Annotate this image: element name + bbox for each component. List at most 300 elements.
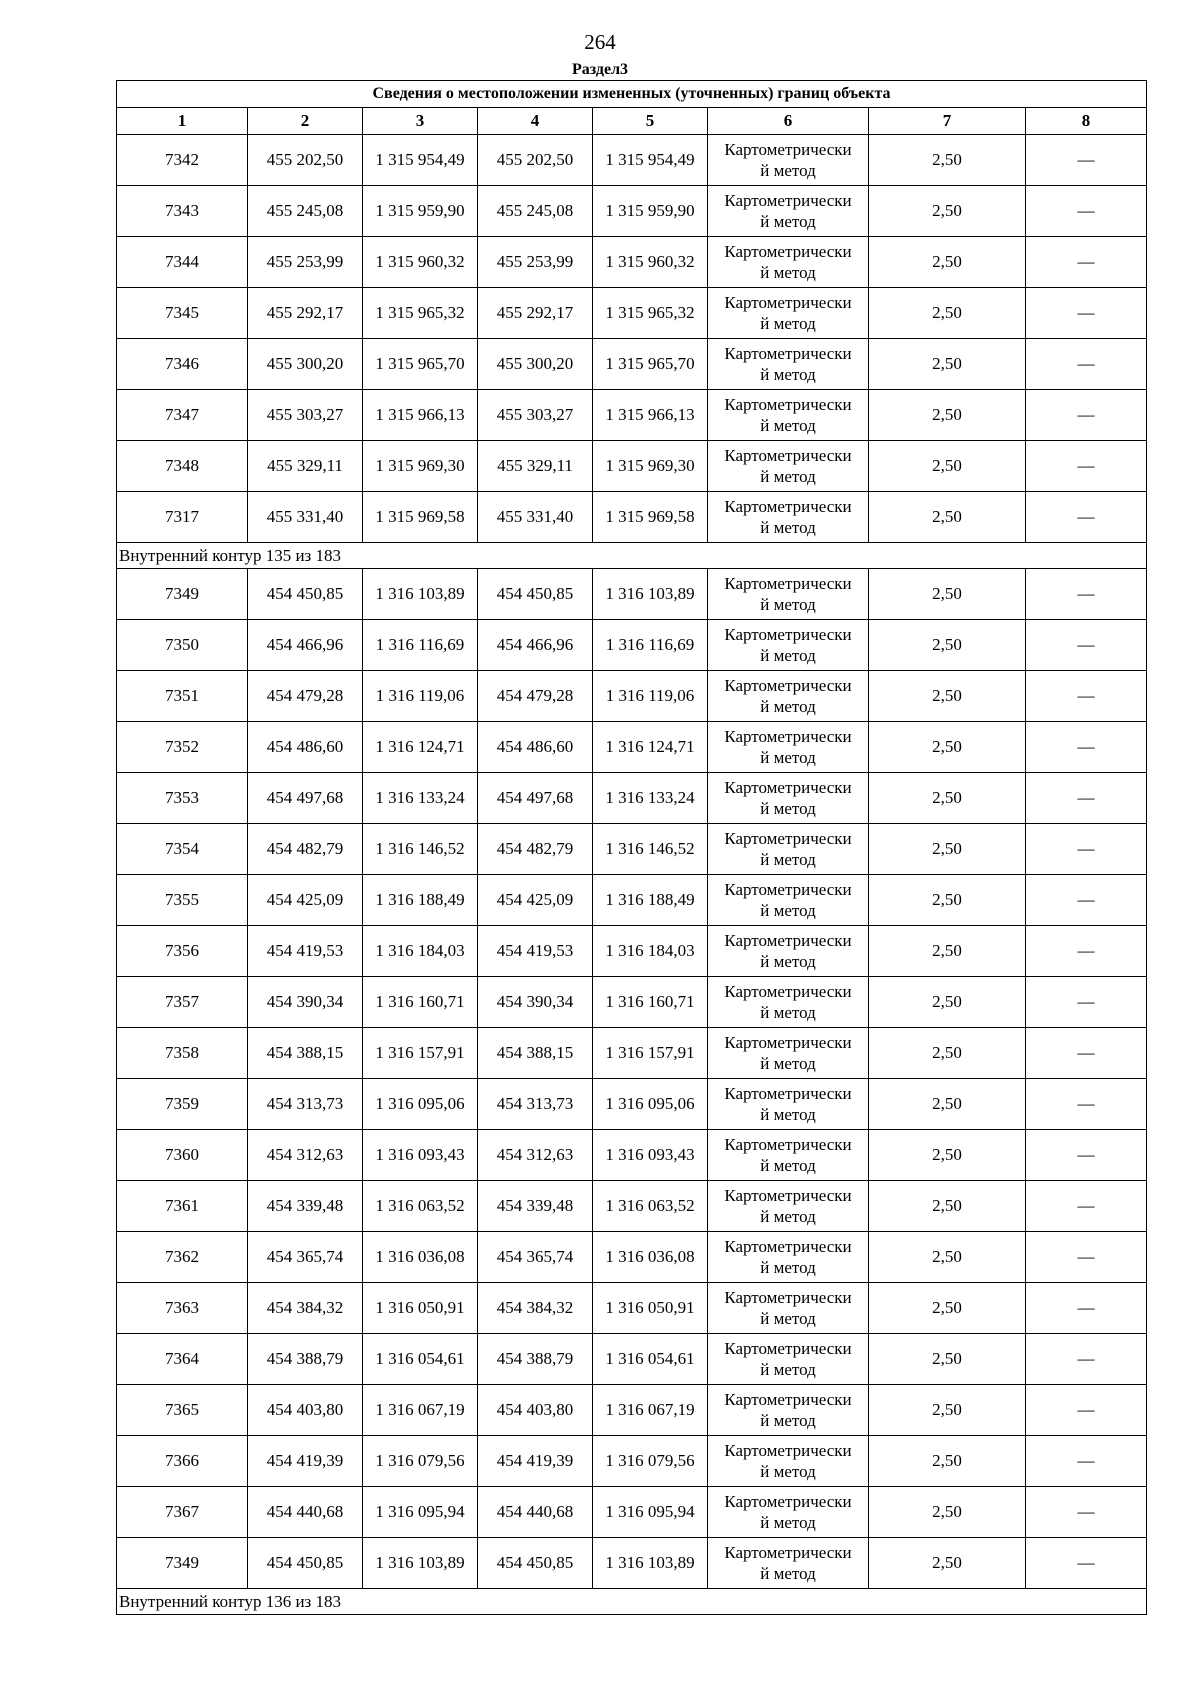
table-row bbox=[117, 1232, 1147, 1283]
x-old-cell: 454 365,74 bbox=[248, 1232, 363, 1283]
table-row bbox=[117, 441, 1147, 492]
y-new-cell: 1 315 954,49 bbox=[593, 135, 708, 186]
accuracy-cell: 2,50 bbox=[869, 1283, 1026, 1334]
contour-label: Внутренний контур 136 из 183 bbox=[117, 1589, 1147, 1615]
point-number-cell: 7352 bbox=[117, 722, 248, 773]
method-text-line2: й метод bbox=[760, 646, 816, 665]
point-number-cell: 7362 bbox=[117, 1232, 248, 1283]
method-text-line1: Картометрически bbox=[724, 293, 852, 312]
method-text-line1: Картометрически bbox=[724, 1390, 852, 1409]
method-text-line1: Картометрически bbox=[724, 1033, 852, 1052]
y-new-cell: 1 316 103,89 bbox=[593, 1538, 708, 1589]
contour-row bbox=[117, 1589, 1147, 1615]
table-row bbox=[117, 1538, 1147, 1589]
table-row bbox=[117, 1385, 1147, 1436]
point-number-cell: 7342 bbox=[117, 135, 248, 186]
method-cell bbox=[708, 569, 869, 620]
x-old-cell: 454 312,63 bbox=[248, 1130, 363, 1181]
x-new-cell: 455 245,08 bbox=[478, 186, 593, 237]
method-cell bbox=[708, 1334, 869, 1385]
method-text-line1: Картометрически bbox=[724, 1543, 852, 1562]
description-cell: — bbox=[1026, 1181, 1147, 1232]
accuracy-cell: 2,50 bbox=[869, 671, 1026, 722]
method-cell bbox=[708, 722, 869, 773]
point-number-cell: 7344 bbox=[117, 237, 248, 288]
accuracy-cell: 2,50 bbox=[869, 339, 1026, 390]
y-old-cell: 1 315 969,58 bbox=[363, 492, 478, 543]
table-row bbox=[117, 186, 1147, 237]
accuracy-cell: 2,50 bbox=[869, 722, 1026, 773]
point-number-cell: 7343 bbox=[117, 186, 248, 237]
y-old-cell: 1 315 969,30 bbox=[363, 441, 478, 492]
method-text-line2: й метод bbox=[760, 595, 816, 614]
y-new-cell: 1 316 160,71 bbox=[593, 977, 708, 1028]
x-old-cell: 455 202,50 bbox=[248, 135, 363, 186]
method-text-line2: й метод bbox=[760, 1462, 816, 1481]
x-new-cell: 455 202,50 bbox=[478, 135, 593, 186]
method-text-line2: й метод bbox=[760, 1513, 816, 1532]
accuracy-cell: 2,50 bbox=[869, 620, 1026, 671]
method-text-line2: й метод bbox=[760, 161, 816, 180]
method-text-line1: Картометрически bbox=[724, 1339, 852, 1358]
y-old-cell: 1 316 124,71 bbox=[363, 722, 478, 773]
method-text-line1: Картометрически bbox=[724, 982, 852, 1001]
y-new-cell: 1 315 969,30 bbox=[593, 441, 708, 492]
x-old-cell: 455 253,99 bbox=[248, 237, 363, 288]
y-new-cell: 1 316 095,06 bbox=[593, 1079, 708, 1130]
x-new-cell: 454 339,48 bbox=[478, 1181, 593, 1232]
table-row bbox=[117, 773, 1147, 824]
method-cell bbox=[708, 1436, 869, 1487]
method-text-line1: Картометрически bbox=[724, 1441, 852, 1460]
table-row bbox=[117, 1436, 1147, 1487]
description-cell: — bbox=[1026, 569, 1147, 620]
table-row bbox=[117, 339, 1147, 390]
table-row bbox=[117, 1283, 1147, 1334]
method-text-line1: Картометрически bbox=[724, 829, 852, 848]
x-new-cell: 454 365,74 bbox=[478, 1232, 593, 1283]
description-cell: — bbox=[1026, 390, 1147, 441]
accuracy-cell: 2,50 bbox=[869, 237, 1026, 288]
y-old-cell: 1 316 050,91 bbox=[363, 1283, 478, 1334]
contour-label: Внутренний контур 135 из 183 bbox=[117, 543, 1147, 569]
accuracy-cell: 2,50 bbox=[869, 1181, 1026, 1232]
method-cell bbox=[708, 1130, 869, 1181]
point-number-cell: 7348 bbox=[117, 441, 248, 492]
method-cell bbox=[708, 1181, 869, 1232]
method-cell bbox=[708, 926, 869, 977]
description-cell: — bbox=[1026, 1028, 1147, 1079]
accuracy-cell: 2,50 bbox=[869, 1028, 1026, 1079]
accuracy-cell: 2,50 bbox=[869, 135, 1026, 186]
x-old-cell: 454 388,15 bbox=[248, 1028, 363, 1079]
y-old-cell: 1 316 095,06 bbox=[363, 1079, 478, 1130]
description-cell: — bbox=[1026, 824, 1147, 875]
table-row bbox=[117, 390, 1147, 441]
y-old-cell: 1 316 067,19 bbox=[363, 1385, 478, 1436]
y-old-cell: 1 316 157,91 bbox=[363, 1028, 478, 1079]
y-old-cell: 1 316 146,52 bbox=[363, 824, 478, 875]
description-cell: — bbox=[1026, 620, 1147, 671]
x-old-cell: 454 425,09 bbox=[248, 875, 363, 926]
method-text-line1: Картометрически bbox=[724, 1084, 852, 1103]
y-new-cell: 1 316 050,91 bbox=[593, 1283, 708, 1334]
y-new-cell: 1 316 095,94 bbox=[593, 1487, 708, 1538]
y-new-cell: 1 316 116,69 bbox=[593, 620, 708, 671]
method-text-line1: Картометрически bbox=[724, 344, 852, 363]
x-old-cell: 454 419,39 bbox=[248, 1436, 363, 1487]
x-new-cell: 455 300,20 bbox=[478, 339, 593, 390]
table-row bbox=[117, 1130, 1147, 1181]
method-text-line2: й метод bbox=[760, 416, 816, 435]
table-row bbox=[117, 492, 1147, 543]
accuracy-cell: 2,50 bbox=[869, 1130, 1026, 1181]
method-text-line1: Картометрически bbox=[724, 625, 852, 644]
table-row bbox=[117, 926, 1147, 977]
description-cell: — bbox=[1026, 773, 1147, 824]
description-cell: — bbox=[1026, 1538, 1147, 1589]
y-old-cell: 1 315 960,32 bbox=[363, 237, 478, 288]
column-number: 7 bbox=[869, 108, 1026, 135]
y-old-cell: 1 316 116,69 bbox=[363, 620, 478, 671]
method-text-line1: Картометрически bbox=[724, 778, 852, 797]
x-old-cell: 454 403,80 bbox=[248, 1385, 363, 1436]
column-number: 8 bbox=[1026, 108, 1147, 135]
page-number: 264 bbox=[584, 30, 616, 54]
point-number-cell: 7365 bbox=[117, 1385, 248, 1436]
description-cell: — bbox=[1026, 135, 1147, 186]
y-old-cell: 1 316 184,03 bbox=[363, 926, 478, 977]
y-old-cell: 1 316 133,24 bbox=[363, 773, 478, 824]
x-old-cell: 455 329,11 bbox=[248, 441, 363, 492]
accuracy-cell: 2,50 bbox=[869, 1538, 1026, 1589]
y-new-cell: 1 316 067,19 bbox=[593, 1385, 708, 1436]
method-text-line2: й метод bbox=[760, 1258, 816, 1277]
y-new-cell: 1 316 036,08 bbox=[593, 1232, 708, 1283]
y-new-cell: 1 316 133,24 bbox=[593, 773, 708, 824]
description-cell: — bbox=[1026, 671, 1147, 722]
x-new-cell: 454 479,28 bbox=[478, 671, 593, 722]
y-old-cell: 1 316 160,71 bbox=[363, 977, 478, 1028]
point-number-cell: 7354 bbox=[117, 824, 248, 875]
method-text-line2: й метод bbox=[760, 697, 816, 716]
method-text-line1: Картометрически bbox=[724, 1492, 852, 1511]
y-new-cell: 1 316 054,61 bbox=[593, 1334, 708, 1385]
point-number-cell: 7349 bbox=[117, 1538, 248, 1589]
point-number-cell: 7359 bbox=[117, 1079, 248, 1130]
method-cell bbox=[708, 1079, 869, 1130]
accuracy-cell: 2,50 bbox=[869, 441, 1026, 492]
description-cell: — bbox=[1026, 288, 1147, 339]
x-new-cell: 454 466,96 bbox=[478, 620, 593, 671]
method-text-line2: й метод bbox=[760, 1003, 816, 1022]
x-old-cell: 454 384,32 bbox=[248, 1283, 363, 1334]
accuracy-cell: 2,50 bbox=[869, 1334, 1026, 1385]
x-old-cell: 455 331,40 bbox=[248, 492, 363, 543]
accuracy-cell: 2,50 bbox=[869, 875, 1026, 926]
table-row bbox=[117, 135, 1147, 186]
x-new-cell: 454 497,68 bbox=[478, 773, 593, 824]
x-old-cell: 454 339,48 bbox=[248, 1181, 363, 1232]
method-text-line1: Картометрически bbox=[724, 727, 852, 746]
y-old-cell: 1 316 036,08 bbox=[363, 1232, 478, 1283]
x-old-cell: 454 482,79 bbox=[248, 824, 363, 875]
description-cell: — bbox=[1026, 875, 1147, 926]
method-cell bbox=[708, 1232, 869, 1283]
x-new-cell: 455 303,27 bbox=[478, 390, 593, 441]
column-numbers-row bbox=[117, 108, 1147, 135]
x-new-cell: 454 450,85 bbox=[478, 569, 593, 620]
y-old-cell: 1 316 103,89 bbox=[363, 569, 478, 620]
point-number-cell: 7363 bbox=[117, 1283, 248, 1334]
y-new-cell: 1 315 966,13 bbox=[593, 390, 708, 441]
y-old-cell: 1 316 095,94 bbox=[363, 1487, 478, 1538]
y-new-cell: 1 315 960,32 bbox=[593, 237, 708, 288]
accuracy-cell: 2,50 bbox=[869, 926, 1026, 977]
method-text-line2: й метод bbox=[760, 1105, 816, 1124]
point-number-cell: 7351 bbox=[117, 671, 248, 722]
table-row bbox=[117, 1334, 1147, 1385]
description-cell: — bbox=[1026, 1385, 1147, 1436]
x-new-cell: 454 425,09 bbox=[478, 875, 593, 926]
y-new-cell: 1 316 157,91 bbox=[593, 1028, 708, 1079]
x-old-cell: 455 245,08 bbox=[248, 186, 363, 237]
method-cell bbox=[708, 186, 869, 237]
description-cell: — bbox=[1026, 492, 1147, 543]
accuracy-cell: 2,50 bbox=[869, 1385, 1026, 1436]
table-row bbox=[117, 1028, 1147, 1079]
y-old-cell: 1 315 965,70 bbox=[363, 339, 478, 390]
table-title-row bbox=[117, 81, 1147, 108]
table-row bbox=[117, 875, 1147, 926]
x-new-cell: 454 388,15 bbox=[478, 1028, 593, 1079]
method-text-line1: Картометрически bbox=[724, 574, 852, 593]
table-row bbox=[117, 1079, 1147, 1130]
accuracy-cell: 2,50 bbox=[869, 186, 1026, 237]
method-text-line1: Картометрически bbox=[724, 1186, 852, 1205]
method-text-line2: й метод bbox=[760, 952, 816, 971]
point-number-cell: 7357 bbox=[117, 977, 248, 1028]
table-body bbox=[117, 135, 1147, 1615]
method-text-line2: й метод bbox=[760, 314, 816, 333]
x-old-cell: 454 450,85 bbox=[248, 569, 363, 620]
y-old-cell: 1 316 188,49 bbox=[363, 875, 478, 926]
x-new-cell: 454 450,85 bbox=[478, 1538, 593, 1589]
method-text-line2: й метод bbox=[760, 1156, 816, 1175]
point-number-cell: 7353 bbox=[117, 773, 248, 824]
accuracy-cell: 2,50 bbox=[869, 1232, 1026, 1283]
method-cell bbox=[708, 237, 869, 288]
table-title: Сведения о местоположении измененных (уточненных) границ объекта bbox=[117, 81, 1147, 108]
description-cell: — bbox=[1026, 1487, 1147, 1538]
method-text-line2: й метод bbox=[760, 365, 816, 384]
description-cell: — bbox=[1026, 1334, 1147, 1385]
method-text-line1: Картометрически bbox=[724, 191, 852, 210]
x-old-cell: 454 440,68 bbox=[248, 1487, 363, 1538]
column-number: 4 bbox=[478, 108, 593, 135]
y-new-cell: 1 315 965,32 bbox=[593, 288, 708, 339]
x-old-cell: 455 300,20 bbox=[248, 339, 363, 390]
method-text-line1: Картометрически bbox=[724, 1135, 852, 1154]
x-new-cell: 455 331,40 bbox=[478, 492, 593, 543]
column-number: 1 bbox=[117, 108, 248, 135]
x-new-cell: 455 292,17 bbox=[478, 288, 593, 339]
accuracy-cell: 2,50 bbox=[869, 824, 1026, 875]
description-cell: — bbox=[1026, 441, 1147, 492]
table-row bbox=[117, 977, 1147, 1028]
table-row bbox=[117, 1181, 1147, 1232]
point-number-cell: 7345 bbox=[117, 288, 248, 339]
y-new-cell: 1 316 124,71 bbox=[593, 722, 708, 773]
method-cell bbox=[708, 773, 869, 824]
point-number-cell: 7355 bbox=[117, 875, 248, 926]
table-row bbox=[117, 1487, 1147, 1538]
section-title: Раздел3 bbox=[571, 61, 629, 78]
method-text-line1: Картометрически bbox=[724, 1237, 852, 1256]
method-cell bbox=[708, 1487, 869, 1538]
description-cell: — bbox=[1026, 237, 1147, 288]
column-number: 6 bbox=[708, 108, 869, 135]
method-text-line1: Картометрически bbox=[724, 1288, 852, 1307]
x-old-cell: 454 466,96 bbox=[248, 620, 363, 671]
table-row bbox=[117, 569, 1147, 620]
method-text-line1: Картометрически bbox=[724, 497, 852, 516]
x-new-cell: 455 329,11 bbox=[478, 441, 593, 492]
method-text-line2: й метод bbox=[760, 1360, 816, 1379]
point-number-cell: 7358 bbox=[117, 1028, 248, 1079]
y-old-cell: 1 315 966,13 bbox=[363, 390, 478, 441]
y-new-cell: 1 316 146,52 bbox=[593, 824, 708, 875]
method-text-line1: Картометрически bbox=[724, 676, 852, 695]
method-cell bbox=[708, 671, 869, 722]
method-text-line2: й метод bbox=[760, 1411, 816, 1430]
y-old-cell: 1 316 054,61 bbox=[363, 1334, 478, 1385]
y-new-cell: 1 315 969,58 bbox=[593, 492, 708, 543]
y-old-cell: 1 316 119,06 bbox=[363, 671, 478, 722]
table-row bbox=[117, 288, 1147, 339]
x-new-cell: 454 384,32 bbox=[478, 1283, 593, 1334]
y-old-cell: 1 316 093,43 bbox=[363, 1130, 478, 1181]
description-cell: — bbox=[1026, 1079, 1147, 1130]
table-row bbox=[117, 237, 1147, 288]
description-cell: — bbox=[1026, 1283, 1147, 1334]
method-text-line1: Картометрически bbox=[724, 880, 852, 899]
method-text-line2: й метод bbox=[760, 212, 816, 231]
y-new-cell: 1 316 188,49 bbox=[593, 875, 708, 926]
x-new-cell: 454 419,53 bbox=[478, 926, 593, 977]
accuracy-cell: 2,50 bbox=[869, 1487, 1026, 1538]
x-new-cell: 454 482,79 bbox=[478, 824, 593, 875]
point-number-cell: 7317 bbox=[117, 492, 248, 543]
method-cell bbox=[708, 339, 869, 390]
x-old-cell: 454 450,85 bbox=[248, 1538, 363, 1589]
accuracy-cell: 2,50 bbox=[869, 390, 1026, 441]
x-old-cell: 455 292,17 bbox=[248, 288, 363, 339]
x-old-cell: 454 313,73 bbox=[248, 1079, 363, 1130]
accuracy-cell: 2,50 bbox=[869, 1436, 1026, 1487]
y-old-cell: 1 316 079,56 bbox=[363, 1436, 478, 1487]
x-new-cell: 454 313,73 bbox=[478, 1079, 593, 1130]
method-text-line2: й метод bbox=[760, 467, 816, 486]
x-new-cell: 454 388,79 bbox=[478, 1334, 593, 1385]
method-cell bbox=[708, 288, 869, 339]
point-number-cell: 7346 bbox=[117, 339, 248, 390]
y-new-cell: 1 316 103,89 bbox=[593, 569, 708, 620]
point-number-cell: 7366 bbox=[117, 1436, 248, 1487]
method-text-line2: й метод bbox=[760, 901, 816, 920]
column-number: 3 bbox=[363, 108, 478, 135]
point-number-cell: 7356 bbox=[117, 926, 248, 977]
description-cell: — bbox=[1026, 926, 1147, 977]
method-text-line2: й метод bbox=[760, 263, 816, 282]
method-text-line1: Картометрически bbox=[724, 446, 852, 465]
method-cell bbox=[708, 492, 869, 543]
column-number: 2 bbox=[248, 108, 363, 135]
method-text-line2: й метод bbox=[760, 1564, 816, 1583]
accuracy-cell: 2,50 bbox=[869, 492, 1026, 543]
method-text-line2: й метод bbox=[760, 799, 816, 818]
y-new-cell: 1 316 093,43 bbox=[593, 1130, 708, 1181]
point-number-cell: 7350 bbox=[117, 620, 248, 671]
x-old-cell: 454 497,68 bbox=[248, 773, 363, 824]
description-cell: — bbox=[1026, 1232, 1147, 1283]
description-cell: — bbox=[1026, 977, 1147, 1028]
method-cell bbox=[708, 977, 869, 1028]
point-number-cell: 7367 bbox=[117, 1487, 248, 1538]
method-text-line2: й метод bbox=[760, 850, 816, 869]
description-cell: — bbox=[1026, 722, 1147, 773]
description-cell: — bbox=[1026, 339, 1147, 390]
table-row bbox=[117, 824, 1147, 875]
column-number: 5 bbox=[593, 108, 708, 135]
method-cell bbox=[708, 390, 869, 441]
y-new-cell: 1 315 959,90 bbox=[593, 186, 708, 237]
y-old-cell: 1 316 063,52 bbox=[363, 1181, 478, 1232]
description-cell: — bbox=[1026, 186, 1147, 237]
x-new-cell: 454 486,60 bbox=[478, 722, 593, 773]
accuracy-cell: 2,50 bbox=[869, 288, 1026, 339]
method-text-line2: й метод bbox=[760, 1309, 816, 1328]
y-new-cell: 1 315 965,70 bbox=[593, 339, 708, 390]
method-text-line2: й метод bbox=[760, 1054, 816, 1073]
method-text-line1: Картометрически bbox=[724, 242, 852, 261]
method-cell bbox=[708, 1538, 869, 1589]
method-cell bbox=[708, 135, 869, 186]
description-cell: — bbox=[1026, 1130, 1147, 1181]
y-old-cell: 1 315 954,49 bbox=[363, 135, 478, 186]
accuracy-cell: 2,50 bbox=[869, 773, 1026, 824]
accuracy-cell: 2,50 bbox=[869, 569, 1026, 620]
x-new-cell: 454 440,68 bbox=[478, 1487, 593, 1538]
method-text-line2: й метод bbox=[760, 1207, 816, 1226]
method-cell bbox=[708, 1283, 869, 1334]
x-new-cell: 454 419,39 bbox=[478, 1436, 593, 1487]
table-row bbox=[117, 671, 1147, 722]
y-old-cell: 1 316 103,89 bbox=[363, 1538, 478, 1589]
method-text-line1: Картометрически bbox=[724, 395, 852, 414]
x-new-cell: 455 253,99 bbox=[478, 237, 593, 288]
y-old-cell: 1 315 959,90 bbox=[363, 186, 478, 237]
method-cell bbox=[708, 441, 869, 492]
x-old-cell: 454 479,28 bbox=[248, 671, 363, 722]
point-number-cell: 7361 bbox=[117, 1181, 248, 1232]
accuracy-cell: 2,50 bbox=[869, 1079, 1026, 1130]
y-new-cell: 1 316 079,56 bbox=[593, 1436, 708, 1487]
method-text-line1: Картометрически bbox=[724, 931, 852, 950]
coordinates-table bbox=[116, 80, 1147, 1615]
x-old-cell: 454 390,34 bbox=[248, 977, 363, 1028]
method-cell bbox=[708, 824, 869, 875]
